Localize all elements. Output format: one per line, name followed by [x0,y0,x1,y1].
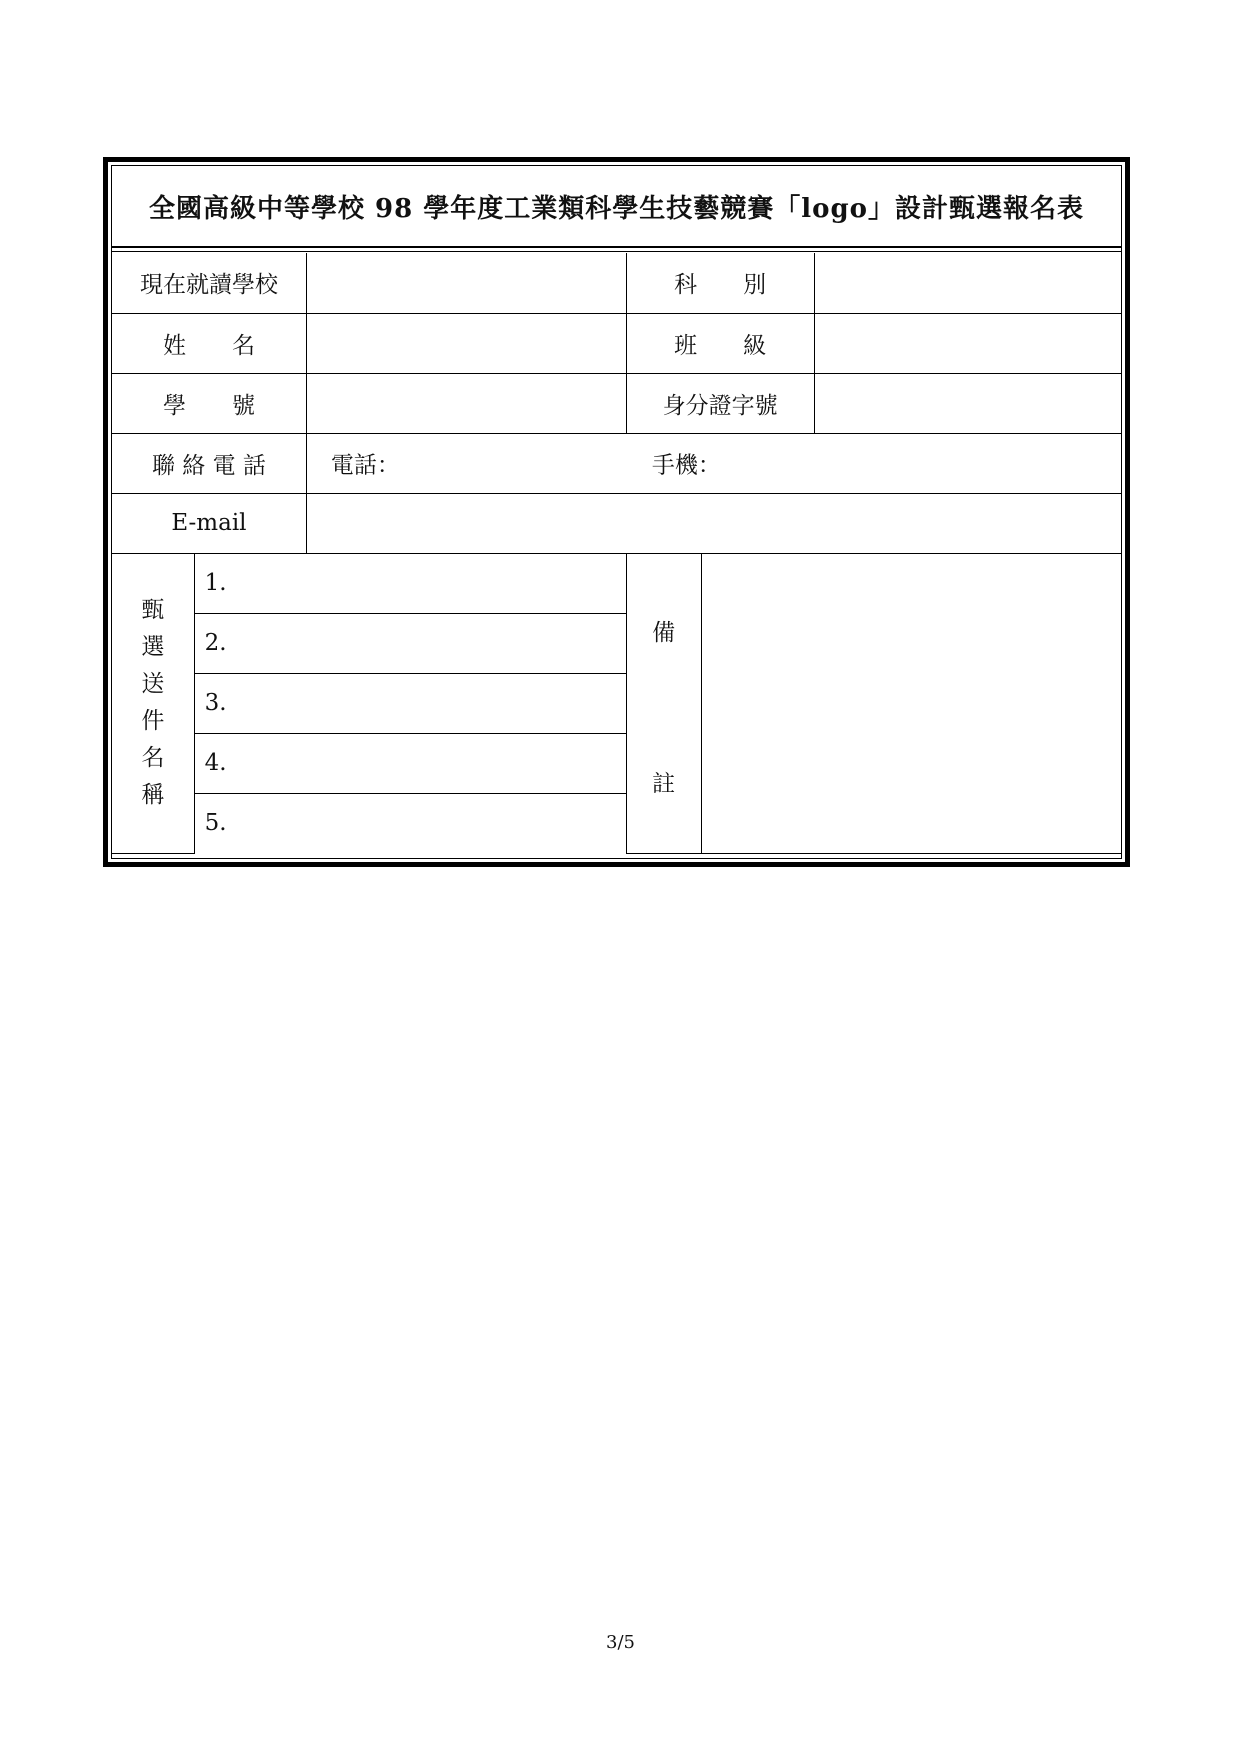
page-number: 3/5 [606,1632,635,1653]
name-label: 姓 名 [112,313,306,373]
title-double-divider [112,246,1121,252]
registration-form [103,157,1130,867]
submission-item-1[interactable]: 1. [194,553,626,613]
school-field[interactable] [306,253,626,313]
submission-title-char: 件 [141,708,165,734]
submission-title-char: 甄 [141,597,165,623]
student-id-field[interactable] [306,373,626,433]
department-label: 科 別 [626,253,814,313]
submission-item-5[interactable]: 5. [194,793,626,853]
id-number-label: 身分證字號 [626,373,814,433]
class-field[interactable] [814,313,1121,373]
remarks-label [626,553,701,853]
remarks-field[interactable] [701,553,1121,853]
department-field[interactable] [814,253,1121,313]
row-item-1 [112,553,1121,613]
submission-title-char: 名 [141,745,165,771]
email-label: E-mail [112,493,306,553]
class-label: 班 級 [626,313,814,373]
remarks-char: 註 [652,770,676,797]
row-email [112,493,1121,553]
submission-title-label [112,553,194,853]
submission-title-char: 送 [141,671,165,697]
name-field[interactable] [306,313,626,373]
email-field[interactable] [306,493,1121,553]
contact-phone-field[interactable] [306,433,1121,493]
form-inner-border [111,165,1122,859]
submission-item-4[interactable]: 4. [194,733,626,793]
form-table [112,253,1121,854]
mobile-prefix: 手機： [651,452,721,479]
submission-title-char: 稱 [141,782,165,808]
row-student-id [112,373,1121,433]
form-title: 全國高級中等學校 98 學年度工業類科學生技藝競賽「logo」設計甄選報名表 [148,193,1085,224]
submission-item-3[interactable]: 3. [194,673,626,733]
school-label: 現在就讀學校 [112,253,306,313]
id-number-field[interactable] [814,373,1121,433]
phone-prefix: 電話： [330,452,400,479]
row-school [112,253,1121,313]
row-contact-phone [112,433,1121,493]
submission-item-2[interactable]: 2. [194,613,626,673]
remarks-char: 備 [652,619,676,646]
contact-phone-label: 聯 絡 電 話 [112,433,306,493]
row-name [112,313,1121,373]
student-id-label: 學 號 [112,373,306,433]
submission-title-char: 選 [141,634,165,660]
